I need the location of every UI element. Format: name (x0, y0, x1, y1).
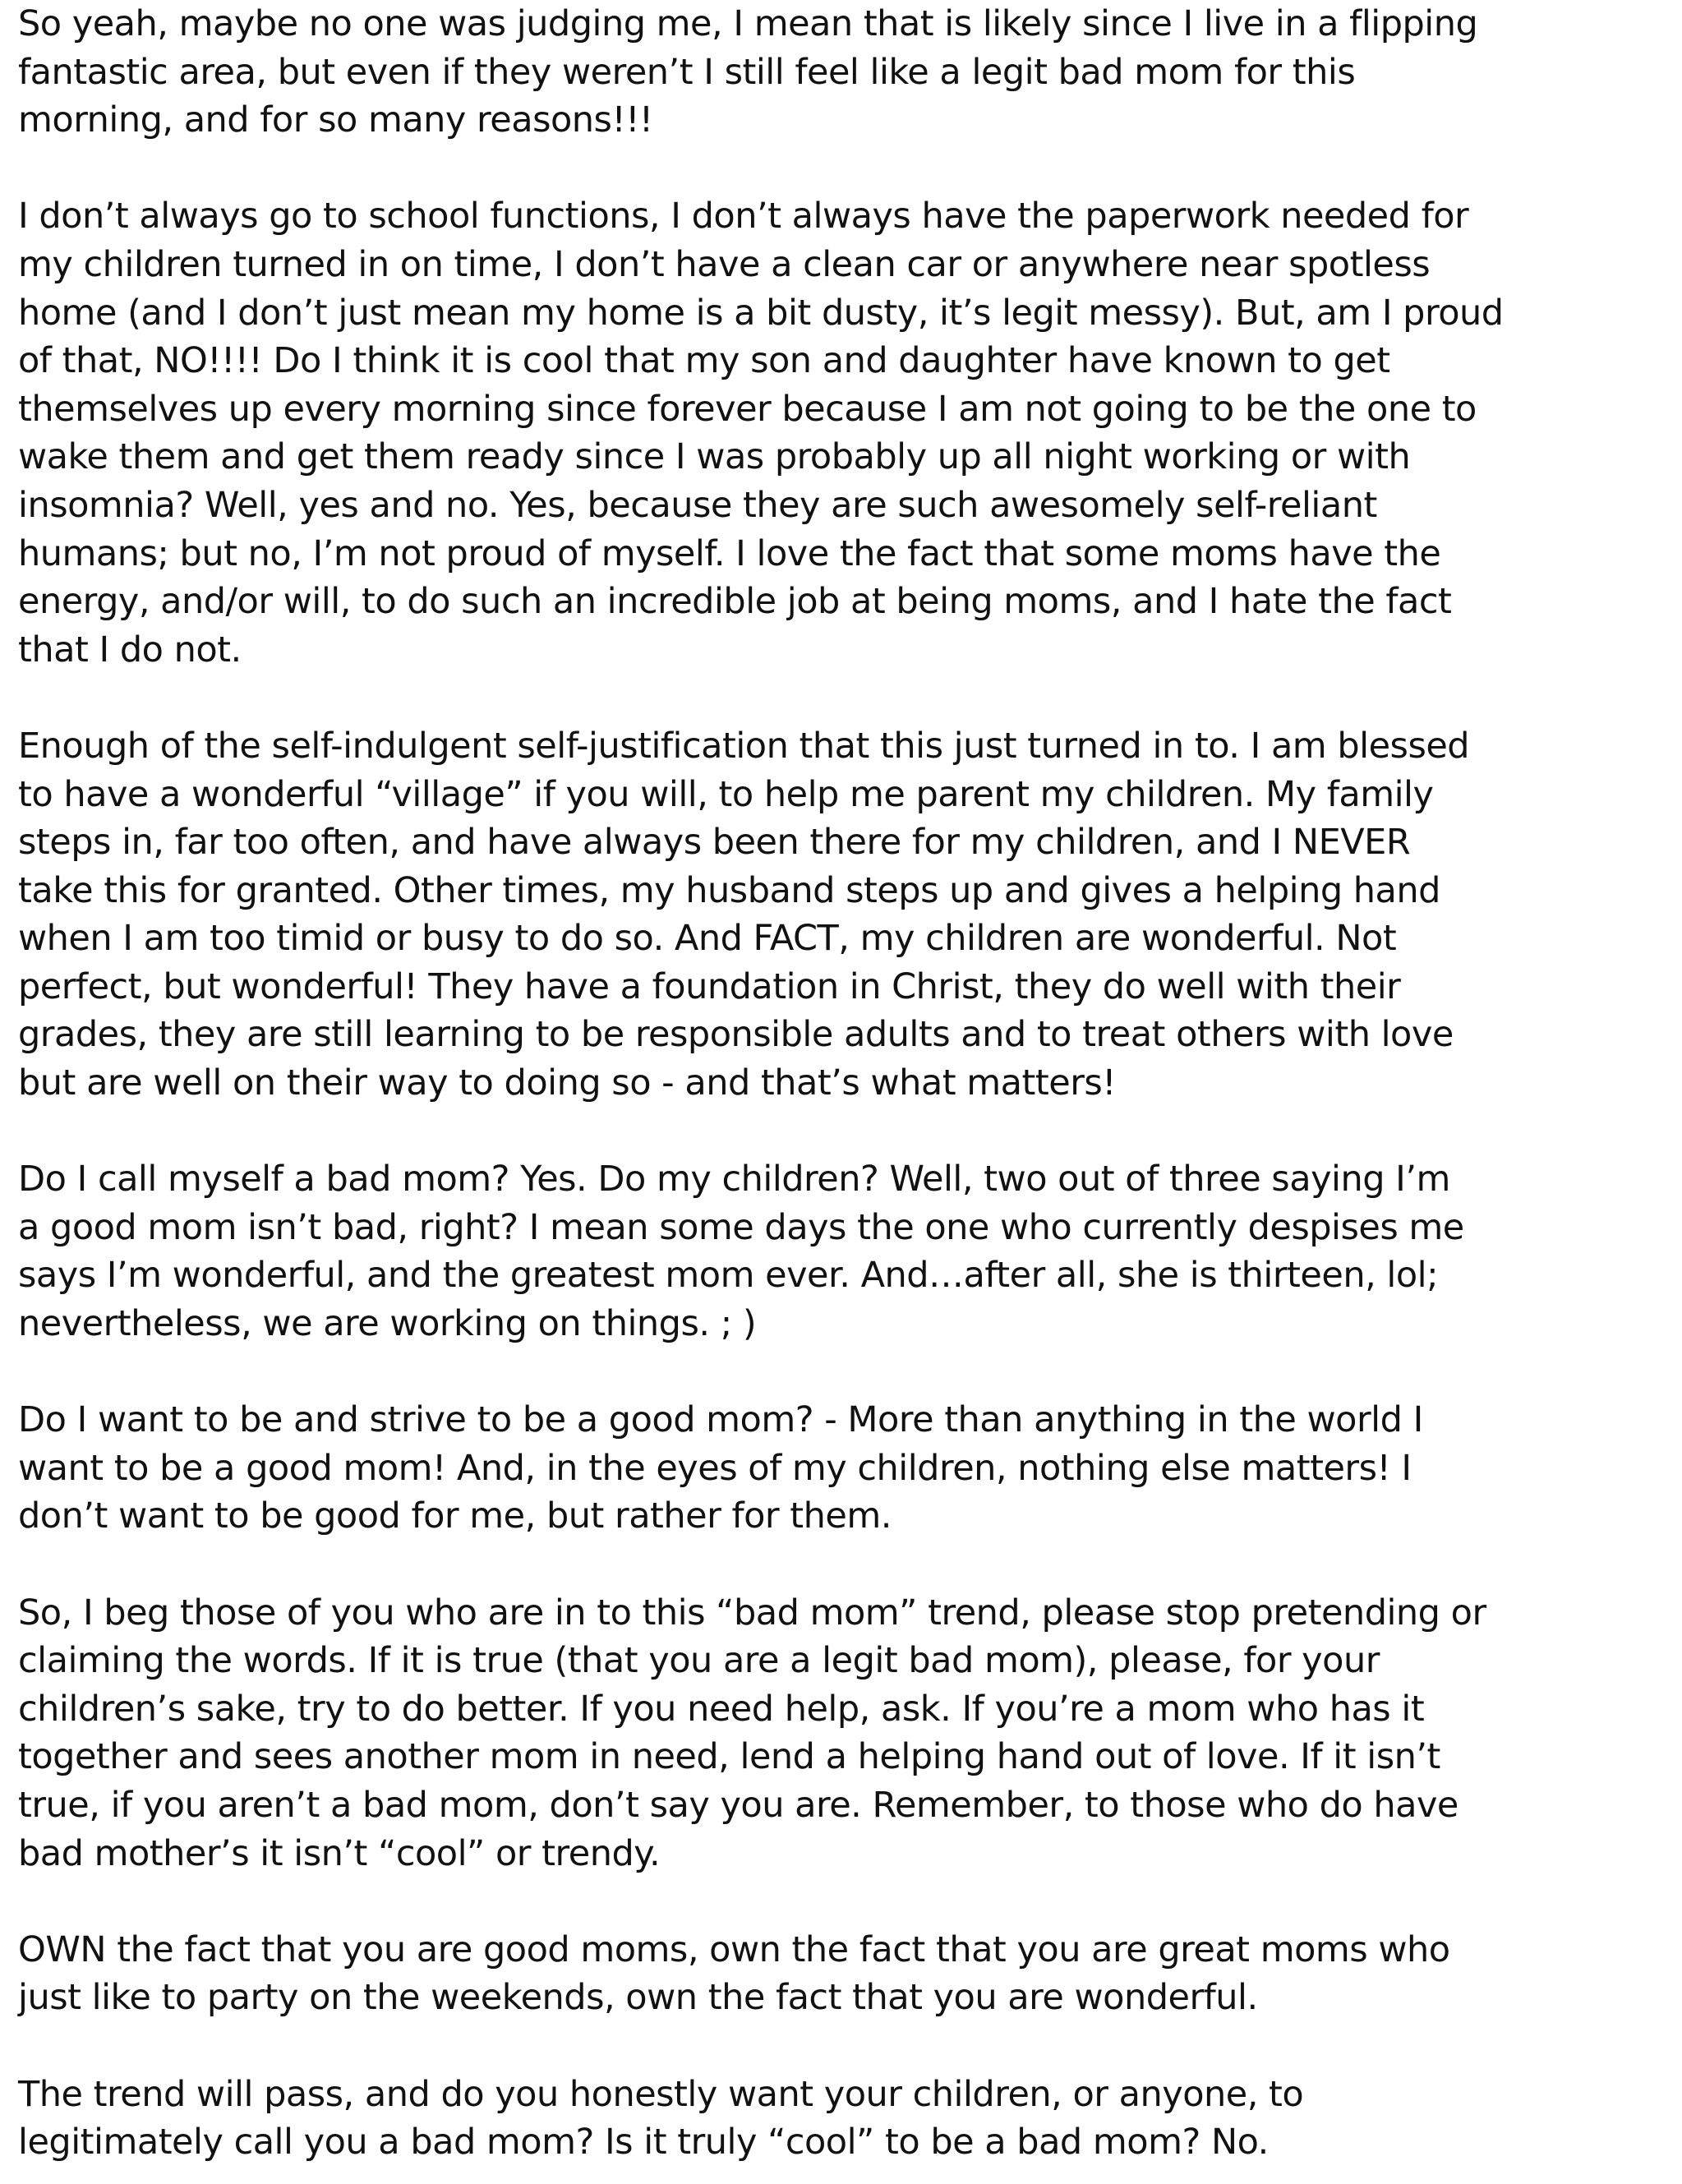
text-line: of that, NO!!!! Do I think it is cool that my son and daughter have known to get (18, 340, 1390, 382)
text-line: want to be a good mom! And, in the eyes of my children, nothing else matters! I (18, 1447, 1412, 1489)
paragraph-2 (18, 192, 1653, 674)
text-line: grades, they are still learning to be responsible adults and to treat others with love (18, 1014, 1454, 1056)
text-line: Do I call myself a bad mom? Yes. Do my children? Well, two out of three saying I’m (18, 1159, 1450, 1200)
text-line: true, if you aren’t a bad mom, don’t say you are. Remember, to those who do have (18, 1784, 1459, 1826)
text-line: when I am too timid or busy to do so. And FACT, my children are wonderful. Not (18, 918, 1397, 960)
text-line: perfect, but wonderful! They have a foundation in Christ, they do well with their (18, 965, 1401, 1007)
text-line: OWN the fact that you are good moms, own the fact that you are great moms who (18, 1928, 1450, 1970)
text-line: children’s sake, try to do better. If you need help, ask. If you’re a mom who has it (18, 1688, 1425, 1730)
text-line: So, I beg those of you who are in to this “bad mom” trend, please stop pretending or (18, 1592, 1486, 1633)
text-line: I don’t always go to school functions, I don’t always have the paperwork needed for (18, 196, 1469, 237)
text-line: home (and I don’t just mean my home is a bit dusty, it’s legit messy). But, am I proud (18, 292, 1504, 334)
text-line: The trend will pass, and do you honestly want your children, or anyone, to (18, 2073, 1304, 2115)
paragraph-6 (18, 1589, 1653, 1878)
text-line: Do I want to be and strive to be a good mom? - More than anything in the world I (18, 1399, 1423, 1441)
text-line: my children turned in on time, I don’t have a clean car or anywhere near spotless (18, 243, 1431, 285)
paragraph-8 (18, 2071, 1653, 2167)
text-line: nevertheless, we are working on things. ; ) (18, 1303, 757, 1345)
text-line: that I do not. (18, 629, 242, 670)
paragraph-3 (18, 722, 1653, 1108)
text-line: energy, and/or will, to do such an incredible job at being moms, and I hate the fact (18, 581, 1452, 623)
text-line: don’t want to be good for me, but rather for them. (18, 1495, 892, 1537)
paragraph-5 (18, 1396, 1653, 1541)
text-line: Enough of the self-indulgent self-justification that this just turned in to. I am blessed (18, 725, 1470, 767)
text-line: insomnia? Well, yes and no. Yes, because they are such awesomely self-reliant (18, 484, 1377, 526)
text-line: wake them and get them ready since I was probably up all night working or with (18, 436, 1411, 478)
text-line: So yeah, maybe no one was judging me, I mean that is likely since I live in a flipping (18, 3, 1478, 44)
text-line: take this for granted. Other times, my husband steps up and gives a helping hand (18, 869, 1440, 911)
text-line: steps in, far too often, and have always been there for my children, and I NEVER (18, 822, 1411, 864)
text-line: a good mom isn’t bad, right? I mean some days the one who currently despises me (18, 1206, 1464, 1248)
text-line: morning, and for so many reasons!!! (18, 99, 653, 141)
text-line: just like to party on the weekends, own the fact that you are wonderful. (18, 1977, 1258, 2019)
text-line: to have a wonderful “village” if you will, to help me parent my children. My family (18, 773, 1434, 815)
text-line: themselves up every morning since forever because I am not going to be the one to (18, 388, 1477, 430)
text-line: fantastic area, but even if they weren’t I still feel like a legit bad mom for this (18, 51, 1356, 93)
text-line: bad mother’s it isn’t “cool” or trendy. (18, 1832, 661, 1874)
text-line: legitimately call you a bad mom? Is it truly “cool” to be a bad mom? No. (18, 2122, 1269, 2163)
paragraph-7 (18, 1926, 1653, 2022)
text-line: but are well on their way to doing so - and that’s what matters! (18, 1062, 1117, 1104)
text-line: claiming the words. If it is true (that you are a legit bad mom), please, for your (18, 1640, 1380, 1682)
paragraph-1 (18, 0, 1653, 145)
article-body (18, 0, 1653, 2167)
paragraph-4 (18, 1155, 1653, 1348)
text-line: says I’m wonderful, and the greatest mom ever. And…after all, she is thirteen, lol; (18, 1255, 1439, 1297)
text-line: humans; but no, I’m not proud of myself. I love the fact that some moms have the (18, 532, 1441, 574)
text-line: together and sees another mom in need, lend a helping hand out of love. If it isn’t (18, 1736, 1440, 1778)
